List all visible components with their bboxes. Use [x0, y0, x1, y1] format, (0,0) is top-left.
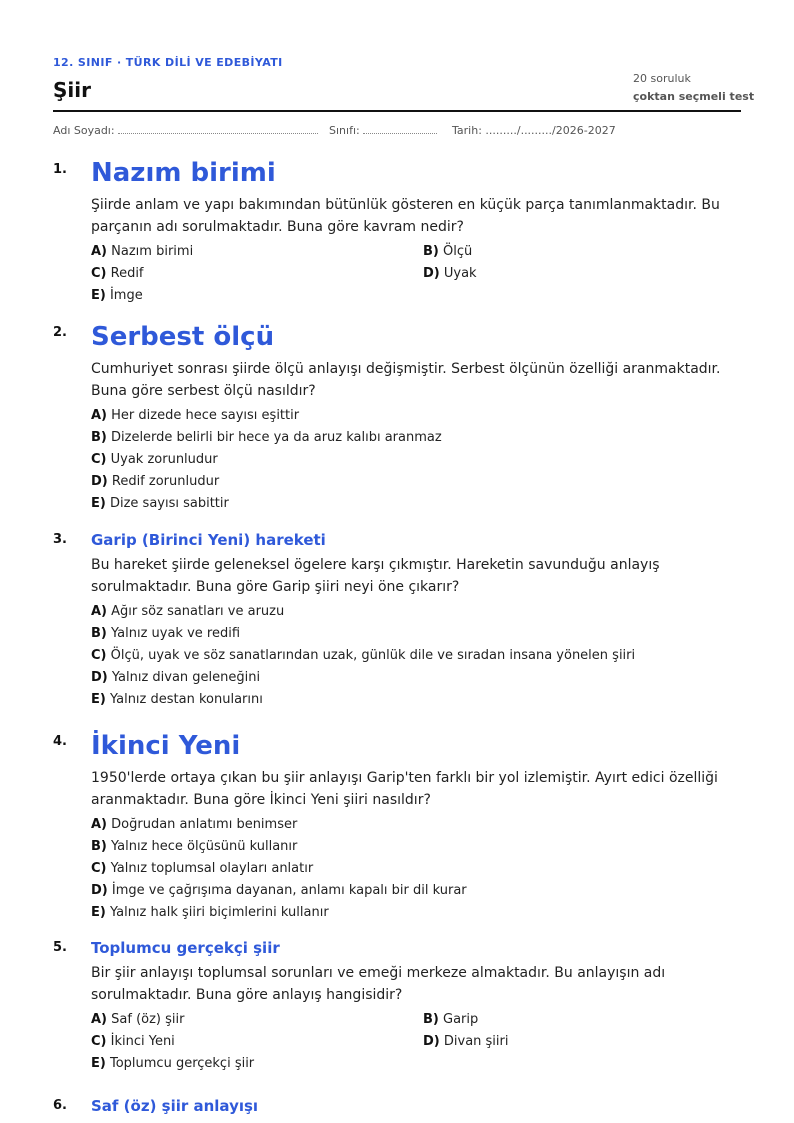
question-number: 2.: [53, 325, 67, 340]
option-b[interactable]: B) Yalnız hece ölçüsünü kullanır: [91, 839, 298, 854]
question-number: 6.: [53, 1098, 67, 1113]
option-d[interactable]: D) İmge ve çağrışıma dayanan, anlamı kapalı bir dil kurar: [91, 883, 467, 898]
page-title: Şiir: [53, 78, 91, 102]
option-e[interactable]: E) Yalnız halk şiiri biçimlerini kullanır: [91, 905, 329, 920]
question-text: Bu hareket şiirde geleneksel ögelere karşı çıkmıştır. Hareketin savunduğu anlayış sorulmaktadır. Buna göre Garip şiiri neyi öne çıkarır?: [91, 557, 660, 595]
question-title: Toplumcu gerçekçi şiir: [91, 939, 280, 957]
question-text: Şiirde anlam ve yapı bakımından bütünlük gösteren en küçük parça tanımlanmaktadır. Bu parçanın adı sorulmaktadır. Buna göre kavram nedir?: [91, 197, 720, 235]
date-label: Tarih: ........./........./2026-2027: [452, 124, 616, 137]
option-a[interactable]: A) Nazım birimi: [91, 244, 194, 259]
option-b[interactable]: B) Garip: [423, 1012, 479, 1027]
class-blank[interactable]: [363, 124, 437, 134]
question-number: 5.: [53, 940, 67, 955]
options-grid: [91, 1009, 741, 1075]
question-title: İkinci Yeni: [91, 731, 241, 761]
name-field[interactable]: [53, 124, 318, 137]
option-a[interactable]: A) Doğrudan anlatımı benimser: [91, 817, 298, 832]
question-text: 1950'lerde ortaya çıkan bu şiir anlayışı Garip'ten farklı bir yol izlemiştir. Ayırt edici özelliği aranmaktadır. Buna göre İkinci Yeni şiiri nasıldır?: [91, 770, 718, 808]
option-d[interactable]: D) Yalnız divan geleneğini: [91, 670, 261, 685]
option-d[interactable]: D) Uyak: [423, 266, 477, 281]
name-label: Adı Soyadı:: [53, 124, 115, 137]
subject-label: 12. SINIF · TÜRK DİLİ VE EDEBİYATI: [53, 56, 283, 69]
option-b[interactable]: B) Yalnız uyak ve redifi: [91, 626, 241, 641]
option-c[interactable]: C) Yalnız toplumsal olayları anlatır: [91, 861, 314, 876]
option-b[interactable]: B) Dizelerde belirli bir hece ya da aruz kalıbı aranmaz: [91, 430, 442, 445]
option-c[interactable]: C) İkinci Yeni: [91, 1034, 175, 1049]
options-list: [91, 814, 741, 924]
question-title: Nazım birimi: [91, 158, 276, 188]
option-c[interactable]: C) Ölçü, uyak ve söz sanatlarından uzak, günlük dile ve sıradan insana yönelen şiiri: [91, 648, 636, 663]
option-c[interactable]: C) Redif: [91, 266, 144, 281]
question-text: Cumhuriyet sonrası şiirde ölçü anlayışı değişmiştir. Serbest ölçünün özelliği aranmaktadır. Buna göre serbest ölçü nasıldır?: [91, 361, 721, 399]
test-type: çoktan seçmeli test: [633, 90, 755, 103]
option-d[interactable]: D) Redif zorunludur: [91, 474, 220, 489]
option-a[interactable]: A) Her dizede hece sayısı eşittir: [91, 408, 300, 423]
option-c[interactable]: C) Uyak zorunludur: [91, 452, 218, 467]
class-label: Sınıfı:: [329, 124, 360, 137]
option-e[interactable]: E) Yalnız destan konularını: [91, 692, 263, 707]
option-e[interactable]: E) Dize sayısı sabittir: [91, 496, 229, 511]
question-number: 4.: [53, 734, 67, 749]
option-d[interactable]: D) Divan şiiri: [423, 1034, 509, 1049]
question-title: Garip (Birinci Yeni) hareketi: [91, 531, 326, 549]
option-a[interactable]: A) Ağır söz sanatları ve aruzu: [91, 604, 285, 619]
question-number: 1.: [53, 162, 67, 177]
question-title: Saf (öz) şiir anlayışı: [91, 1097, 259, 1115]
option-e[interactable]: E) Toplumcu gerçekçi şiir: [91, 1056, 255, 1071]
options-grid: [91, 241, 741, 307]
title-divider: [53, 110, 741, 112]
options-list: [91, 405, 741, 515]
question-count: 20 soruluk: [633, 72, 691, 85]
question-number: 3.: [53, 532, 67, 547]
question-text: Bir şiir anlayışı toplumsal sorunları ve emeği merkeze almaktadır. Bu anlayışın adı sorulmaktadır. Buna göre anlayış hangisidir?: [91, 965, 666, 1003]
question-title: Serbest ölçü: [91, 322, 275, 352]
test-meta: [633, 72, 755, 103]
class-field[interactable]: [329, 124, 437, 137]
name-blank[interactable]: [118, 124, 318, 134]
option-b[interactable]: B) Ölçü: [423, 244, 473, 259]
options-list: [91, 601, 741, 711]
date-field[interactable]: [452, 124, 616, 137]
option-a[interactable]: A) Saf (öz) şiir: [91, 1012, 185, 1027]
option-e[interactable]: E) İmge: [91, 288, 143, 303]
